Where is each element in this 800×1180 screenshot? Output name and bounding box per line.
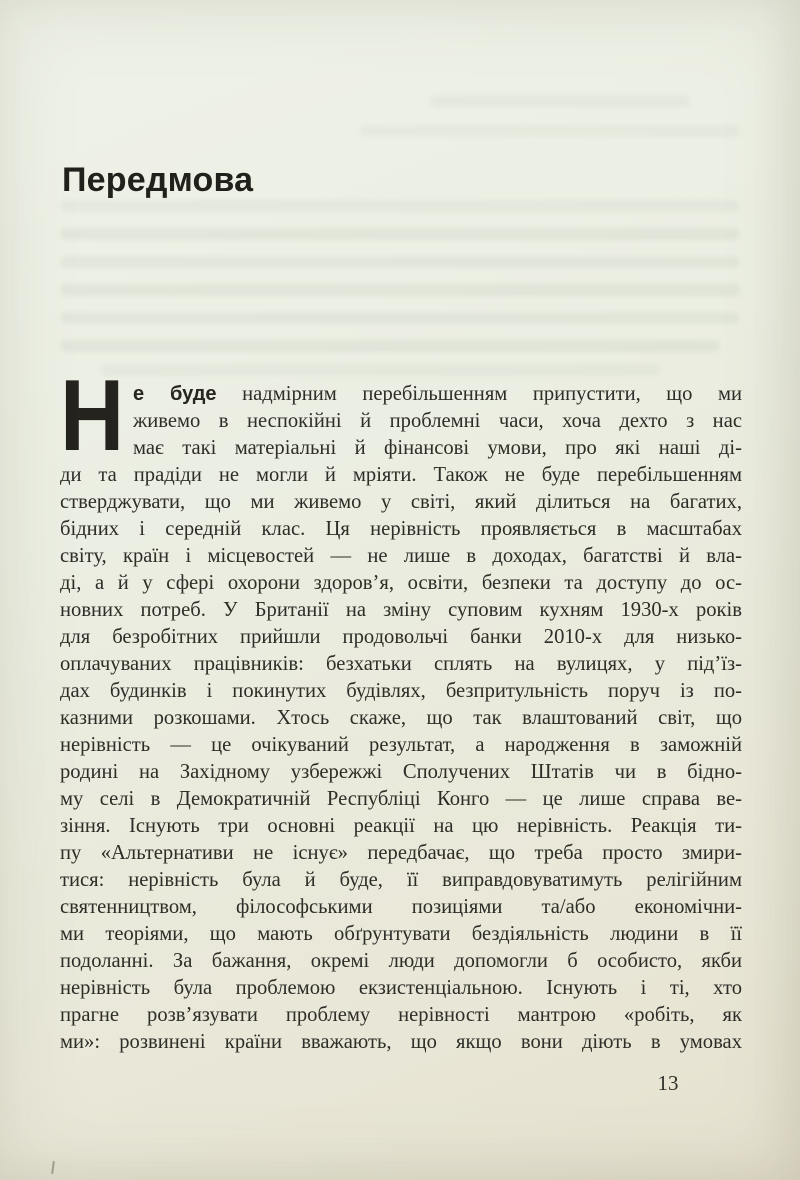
text-line: бідних і середній клас. Ця нерівність проявляється в масштабах bbox=[60, 518, 742, 540]
text-line: родині на Західному узбережжі Сполучених Штатів чи в бідно- bbox=[60, 761, 742, 783]
showthrough-ghost bbox=[60, 312, 740, 324]
body-paragraph bbox=[60, 360, 742, 1056]
dropcap-letter: Н bbox=[60, 360, 125, 472]
text-line: ди та прадіди не могли й мріяти. Також не буде перебільшенням bbox=[60, 464, 742, 486]
showthrough-ghost bbox=[360, 125, 740, 137]
showthrough-ghost bbox=[60, 256, 740, 268]
text-line: ді, а й у сфері охорони здоров’я, освіти, безпеки та доступу до ос- bbox=[60, 572, 742, 594]
text-line: новних потреб. У Британії на зміну суповим кухням 1930-х років bbox=[60, 599, 742, 621]
showthrough-ghost bbox=[60, 228, 740, 240]
text-line: світу, країн і місцевостей — не лише в доходах, багатстві й вла- bbox=[60, 545, 742, 567]
text-line: зіння. Існують три основні реакції на цю нерівність. Реакція ти- bbox=[60, 815, 742, 837]
scan-edge-artifact bbox=[51, 1161, 55, 1174]
text-line bbox=[133, 381, 742, 408]
text-line: святенництвом, філософськими позиціями та/або економічни- bbox=[60, 896, 742, 918]
showthrough-ghost bbox=[100, 364, 660, 376]
lead-bold-text: е буде bbox=[133, 383, 217, 405]
text-line: ми»: розвинені країни вважають, що якщо вони діють в умовах bbox=[60, 1031, 742, 1053]
text-line: нерівність — це очікуваний результат, а народження в заможній bbox=[60, 734, 742, 756]
showthrough-ghost bbox=[60, 284, 740, 296]
text-line: живемо в неспокійні й проблемні часи, хоча дехто з нас bbox=[133, 410, 742, 432]
chapter-title: Передмова bbox=[62, 160, 254, 199]
text-line: прагне розв’язувати проблему нерівності мантрою «робіть, як bbox=[60, 1004, 742, 1026]
text-line: тися: нерівність була й буде, її виправдовуватимуть релігійним bbox=[60, 869, 742, 891]
text-line-rest: надмірним перебільшенням припустити, що ми bbox=[242, 383, 742, 405]
showthrough-ghost bbox=[60, 340, 720, 352]
showthrough-ghost bbox=[430, 95, 690, 107]
text-line: має такі матеріальні й фінансові умови, про які наші ді- bbox=[133, 437, 742, 459]
text-line: ми теоріями, що мають обґрунтувати бездіяльність людини в її bbox=[60, 923, 742, 945]
text-line: дах будинків і покинутих будівлях, безпритульність поруч із по- bbox=[60, 680, 742, 702]
text-line: нерівність була проблемою екзистенціальною. Існують і ті, хто bbox=[60, 977, 742, 999]
showthrough-ghost bbox=[60, 200, 740, 212]
text-line: му селі в Демократичній Республіці Конго — це лише справа ве- bbox=[60, 788, 742, 810]
text-line: для безробітних прийшли продовольчі банки 2010-х для низько- bbox=[60, 626, 742, 648]
text-line: оплачуваних працівників: безхатьки сплять на вулицях, у під’їз- bbox=[60, 653, 742, 675]
text-line: пу «Альтернативи не існує» передбачає, що треба просто змири- bbox=[60, 842, 742, 864]
text-line: казними розкошами. Хтось скаже, що так влаштований світ, що bbox=[60, 707, 742, 729]
page-number: 13 bbox=[657, 1071, 679, 1095]
text-line: стверджувати, що ми живемо у світі, який ділиться на багатих, bbox=[60, 491, 742, 513]
text-line: подоланні. За бажання, окремі люди допомогли б особисто, якби bbox=[60, 950, 742, 972]
